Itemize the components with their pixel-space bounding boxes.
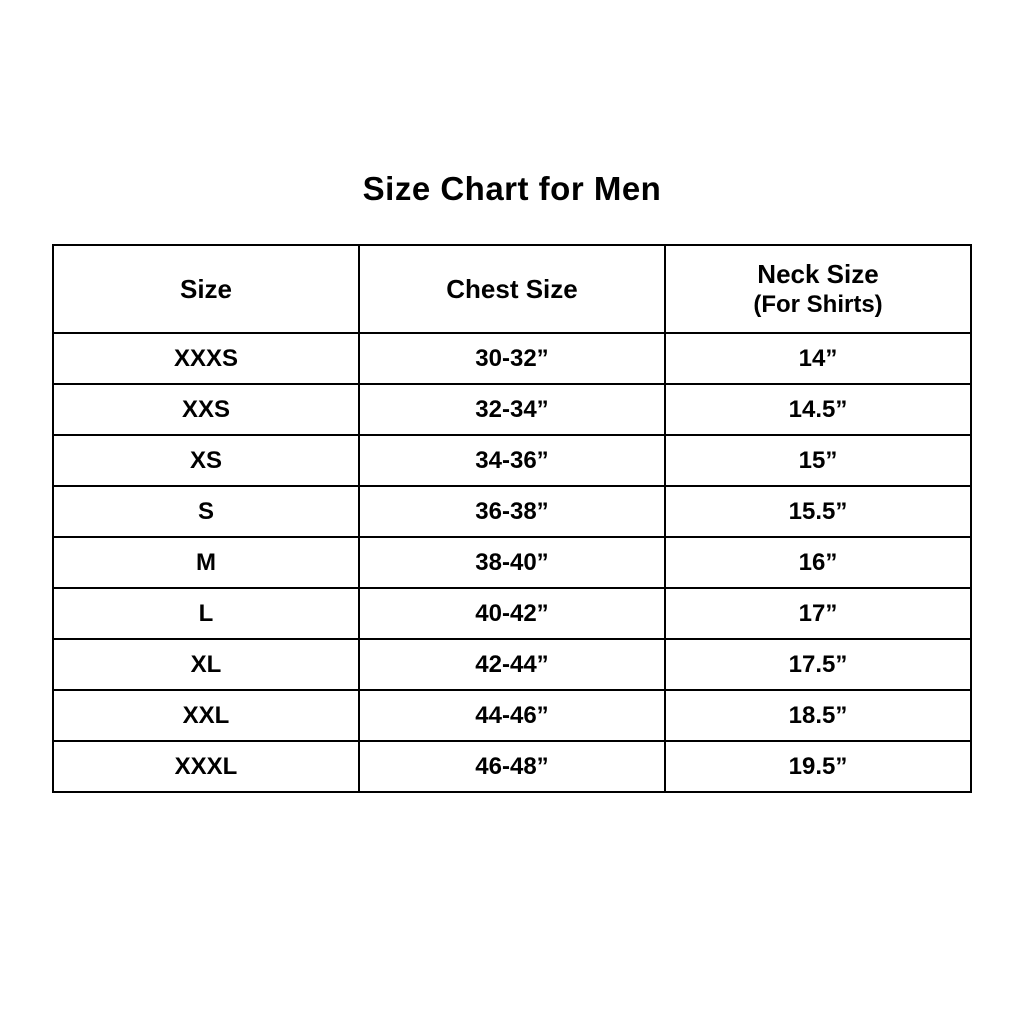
table-cell: 15.5”	[665, 486, 971, 537]
table-cell: 38-40”	[359, 537, 665, 588]
table-cell: 18.5”	[665, 690, 971, 741]
table-cell: 44-46”	[359, 690, 665, 741]
table-cell: 17.5”	[665, 639, 971, 690]
table-cell: 42-44”	[359, 639, 665, 690]
table-cell: L	[53, 588, 359, 639]
table-cell: 19.5”	[665, 741, 971, 792]
column-header-sublabel: (For Shirts)	[753, 291, 883, 319]
table-cell: S	[53, 486, 359, 537]
table-cell: M	[53, 537, 359, 588]
table-cell: 36-38”	[359, 486, 665, 537]
size-chart-table	[52, 244, 972, 793]
table-cell: 16”	[665, 537, 971, 588]
table-row	[53, 486, 971, 537]
table-cell: 17”	[665, 588, 971, 639]
column-header: Size	[53, 245, 359, 333]
table-row	[53, 333, 971, 384]
table-cell: XXL	[53, 690, 359, 741]
table-cell: XXXS	[53, 333, 359, 384]
table-cell: 30-32”	[359, 333, 665, 384]
table-cell: XXXL	[53, 741, 359, 792]
table-cell: 15”	[665, 435, 971, 486]
table-cell: XXS	[53, 384, 359, 435]
page-title: Size Chart for Men	[362, 170, 662, 207]
table-cell: 14”	[665, 333, 971, 384]
table-row	[53, 639, 971, 690]
column-header: Neck Size (For Shirts)	[665, 245, 971, 333]
table-cell: 46-48”	[359, 741, 665, 792]
table-body	[53, 333, 971, 792]
header-row	[53, 245, 971, 333]
table-cell: XL	[53, 639, 359, 690]
table-cell: 34-36”	[359, 435, 665, 486]
table-row	[53, 690, 971, 741]
table-cell: XS	[53, 435, 359, 486]
table-cell: 32-34”	[359, 384, 665, 435]
table-row	[53, 588, 971, 639]
table-cell: 14.5”	[665, 384, 971, 435]
table-row	[53, 537, 971, 588]
column-header: Chest Size	[359, 245, 665, 333]
table-row	[53, 741, 971, 792]
table-row	[53, 435, 971, 486]
table-row	[53, 384, 971, 435]
table-header	[53, 245, 971, 333]
table-cell: 40-42”	[359, 588, 665, 639]
